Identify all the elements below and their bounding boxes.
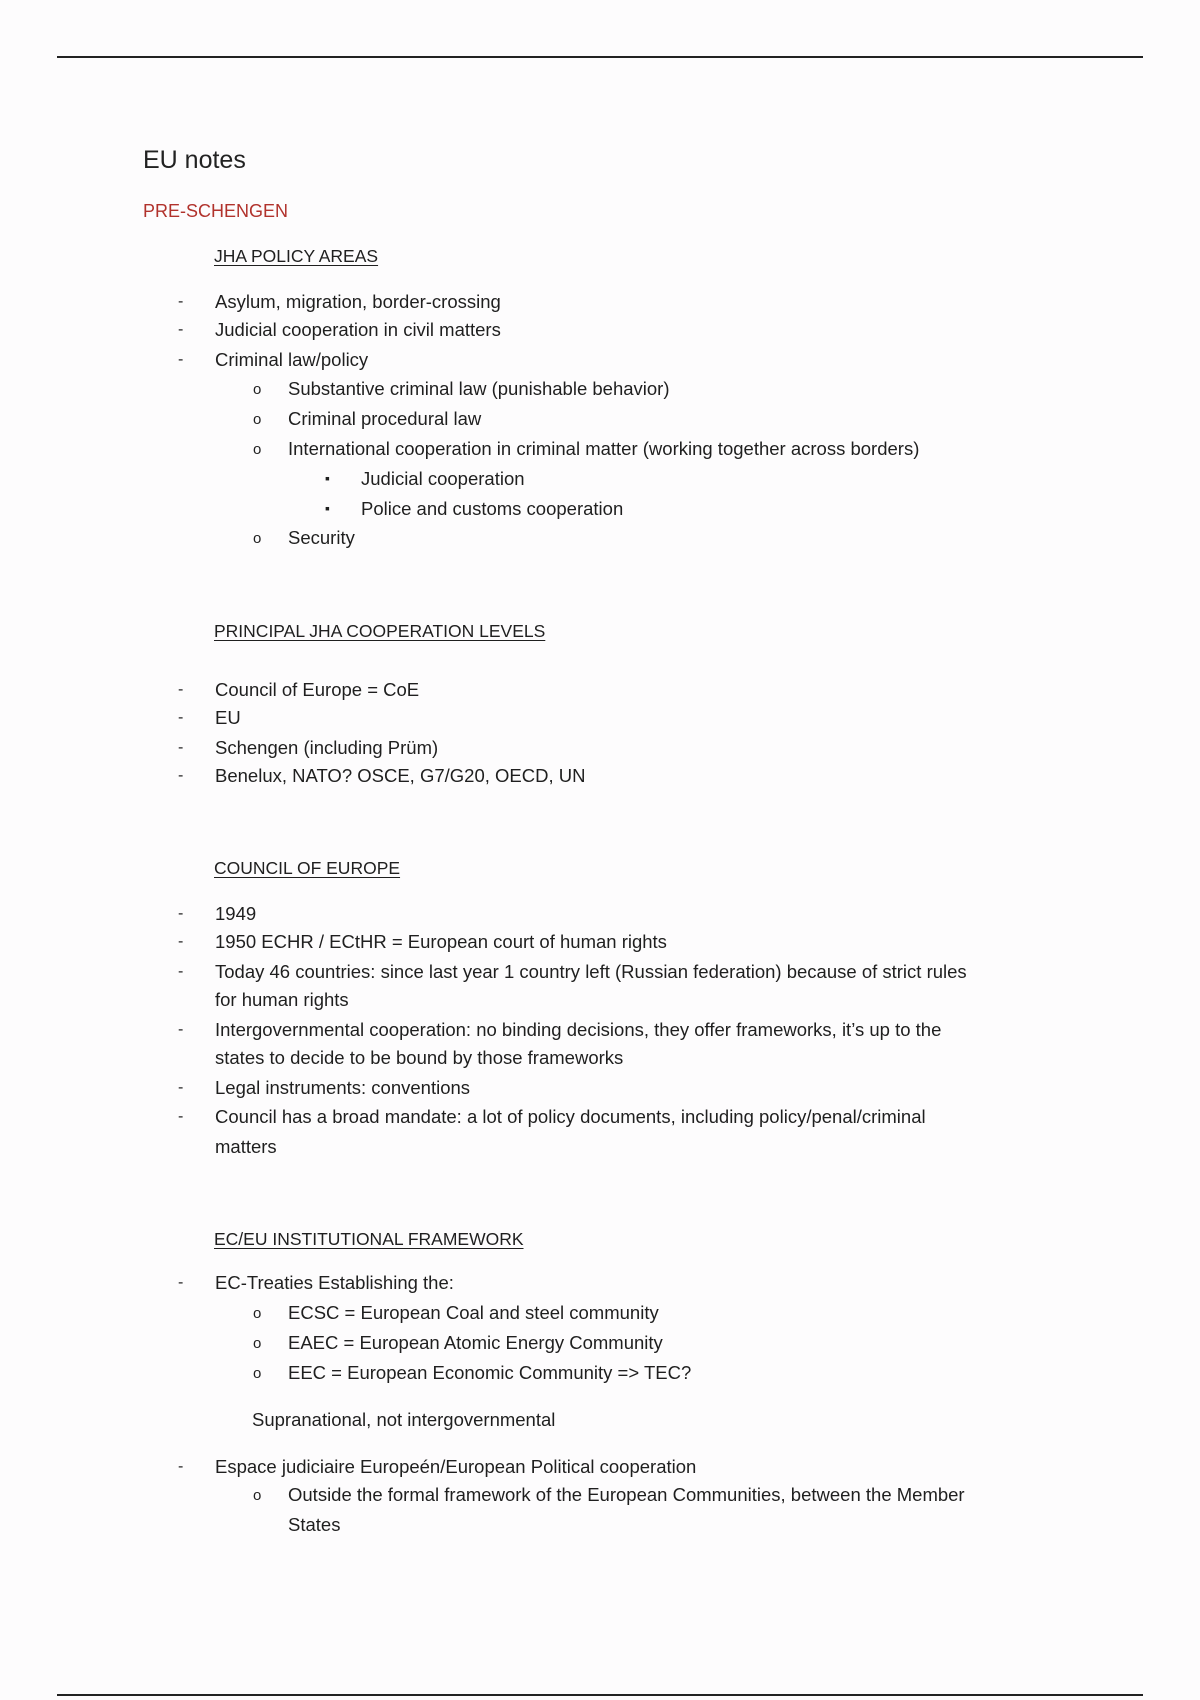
page-title: EU notes <box>143 146 246 174</box>
top-rule <box>57 56 1143 58</box>
dash-bullet-icon: - <box>178 709 184 726</box>
circle-bullet-icon: o <box>253 381 262 398</box>
dash-bullet-icon: - <box>178 739 184 756</box>
dash-bullet-icon: - <box>178 1274 184 1291</box>
list-item-continuation: matters <box>215 1136 277 1157</box>
circle-bullet-icon: o <box>253 441 262 458</box>
dash-bullet-icon: - <box>178 1079 184 1096</box>
bottom-rule <box>57 1694 1143 1696</box>
heading-council-of-europe: COUNCIL OF EUROPE <box>214 858 401 878</box>
heading-institutional-framework: EC/EU INSTITUTIONAL FRAMEWORK <box>214 1229 524 1249</box>
dash-bullet-icon: - <box>178 681 184 698</box>
dash-bullet-icon: - <box>178 351 184 368</box>
list-item-continuation: states to decide to be bound by those frameworks <box>215 1047 624 1068</box>
square-bullet-icon: ▪ <box>325 500 330 516</box>
section-tag: PRE-SCHENGEN <box>143 201 289 221</box>
circle-bullet-icon: o <box>253 1487 262 1504</box>
dash-bullet-icon: - <box>178 1108 184 1125</box>
dash-bullet-icon: - <box>178 1021 184 1038</box>
circle-bullet-icon: o <box>253 530 262 547</box>
dash-bullet-icon: - <box>178 293 184 310</box>
list-item-continuation: States <box>288 1514 341 1535</box>
square-bullet-icon: ▪ <box>325 470 330 486</box>
dash-bullet-icon: - <box>178 933 184 950</box>
dash-bullet-icon: - <box>178 321 184 338</box>
note-supranational: Supranational, not intergovernmental <box>252 1409 556 1430</box>
heading-jha-policy-areas: JHA POLICY AREAS <box>214 246 379 266</box>
list-item-continuation: for human rights <box>215 989 349 1010</box>
dash-bullet-icon: - <box>178 1458 184 1475</box>
circle-bullet-icon: o <box>253 1305 262 1322</box>
dash-bullet-icon: - <box>178 767 184 784</box>
circle-bullet-icon: o <box>253 411 262 428</box>
circle-bullet-icon: o <box>253 1365 262 1382</box>
heading-cooperation-levels: PRINCIPAL JHA COOPERATION LEVELS <box>214 621 546 641</box>
circle-bullet-icon: o <box>253 1335 262 1352</box>
dash-bullet-icon: - <box>178 905 184 922</box>
dash-bullet-icon: - <box>178 963 184 980</box>
